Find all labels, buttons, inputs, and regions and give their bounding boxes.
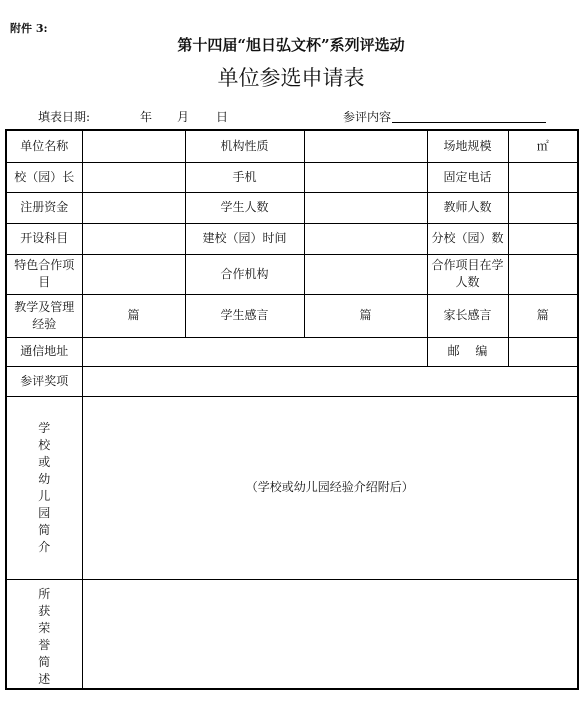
unit-name-field[interactable] xyxy=(82,130,185,162)
teaching-exp-label: 教学及管理经验 xyxy=(6,294,82,337)
org-nature-label: 机构性质 xyxy=(185,130,304,162)
honors-label-text: 所获荣誉简述 xyxy=(38,586,51,686)
branches-field[interactable] xyxy=(508,223,578,254)
form-title: 单位参选申请表 xyxy=(217,66,365,90)
intro-note: （学校或幼儿园经验介绍附后） xyxy=(245,480,414,494)
students-field[interactable] xyxy=(304,192,427,223)
coop-project-field[interactable] xyxy=(82,254,185,294)
intro-label-text: 学校或幼儿园简介 xyxy=(38,420,51,554)
attachment-label: 附件 3: xyxy=(10,22,48,35)
award-items-field[interactable] xyxy=(82,366,578,396)
student-feedback-label: 学生感言 xyxy=(185,294,304,337)
application-form xyxy=(5,129,579,690)
teachers-field[interactable] xyxy=(508,192,578,223)
venue-size-field[interactable]: ㎡ xyxy=(508,130,578,162)
postcode-field[interactable] xyxy=(508,337,578,366)
founded-label: 建校（园）时间 xyxy=(185,223,304,254)
day-label: 日 xyxy=(216,110,229,124)
form-row xyxy=(6,162,578,192)
students-label: 学生人数 xyxy=(185,192,304,223)
venue-size-label: 场地规模 xyxy=(427,130,508,162)
intro-label xyxy=(6,396,82,579)
coop-project-label: 特色合作项目 xyxy=(6,254,82,294)
content-input-line[interactable] xyxy=(392,122,546,123)
teachers-label: 教师人数 xyxy=(427,192,508,223)
honors-label xyxy=(6,579,82,689)
form-row xyxy=(6,192,578,223)
postcode-label: 邮 编 xyxy=(427,337,508,366)
form-row xyxy=(6,254,578,294)
unit-name-label: 单位名称 xyxy=(6,130,82,162)
award-items-label: 参评奖项 xyxy=(6,366,82,396)
form-row xyxy=(6,579,578,689)
form-row xyxy=(6,366,578,396)
address-label: 通信地址 xyxy=(6,337,82,366)
content-label: 参评内容 xyxy=(343,110,392,124)
principal-field[interactable] xyxy=(82,162,185,192)
honors-field[interactable] xyxy=(82,579,578,689)
address-field[interactable] xyxy=(82,337,427,366)
parent-feedback-field[interactable]: 篇 xyxy=(508,294,578,337)
coop-students-label: 合作项目在学人数 xyxy=(427,254,508,294)
form-row xyxy=(6,396,578,579)
year-label: 年 xyxy=(140,110,153,124)
event-title: 第十四届“旭日弘文杯”系列评选动 xyxy=(177,36,405,54)
mobile-label: 手机 xyxy=(185,162,304,192)
coop-org-field[interactable] xyxy=(304,254,427,294)
landline-field[interactable] xyxy=(508,162,578,192)
intro-field[interactable] xyxy=(82,396,578,579)
principal-label: 校（园）长 xyxy=(6,162,82,192)
form-row xyxy=(6,223,578,254)
teaching-exp-field[interactable]: 篇 xyxy=(82,294,185,337)
subjects-label: 开设科目 xyxy=(6,223,82,254)
student-feedback-field[interactable]: 篇 xyxy=(304,294,427,337)
form-row xyxy=(6,337,578,366)
capital-label: 注册资金 xyxy=(6,192,82,223)
coop-org-label: 合作机构 xyxy=(185,254,304,294)
form-row xyxy=(6,294,578,337)
capital-field[interactable] xyxy=(82,192,185,223)
coop-students-field[interactable] xyxy=(508,254,578,294)
founded-field[interactable] xyxy=(304,223,427,254)
landline-label: 固定电话 xyxy=(427,162,508,192)
org-nature-field[interactable] xyxy=(304,130,427,162)
month-label: 月 xyxy=(177,110,190,124)
branches-label: 分校（园）数 xyxy=(427,223,508,254)
parent-feedback-label: 家长感言 xyxy=(427,294,508,337)
mobile-field[interactable] xyxy=(304,162,427,192)
form-row xyxy=(6,130,578,162)
fill-date-label: 填表日期: xyxy=(38,110,91,124)
subjects-field[interactable] xyxy=(82,223,185,254)
